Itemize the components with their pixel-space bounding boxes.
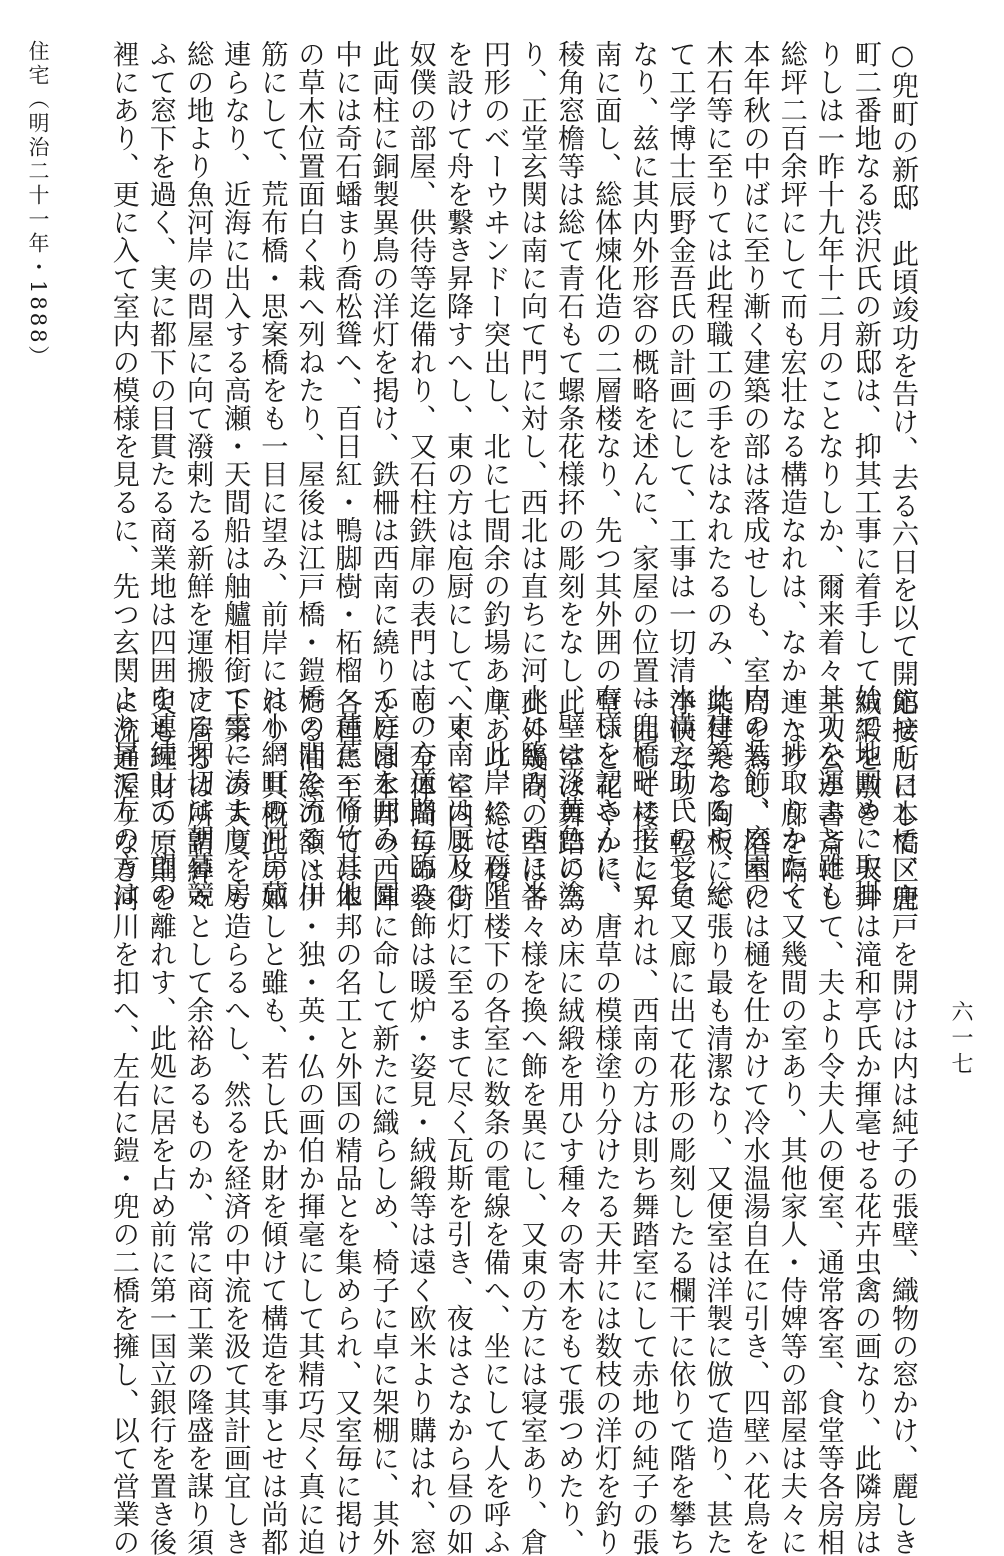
text-column: 局を為し、浴室には樋を仕かけて冷水温湯自在に引き、四壁ハ花鳥を [738, 688, 770, 1556]
text-column: 円形のベーウヰンドー突出し、北に七間余の釣場あり、此岸には石階 [478, 40, 510, 908]
text-column: 此両柱に銅製異鳥の洋灯を掲け、鉄柵は西南に繞りて庭園を囲み、園 [367, 40, 399, 908]
text-column: 絨緞を敷き、天井は滝和亭氏か揮毫せる花卉虫禽の画なり、此隣房は [849, 688, 881, 1556]
text-column: 此外幾間の室は各々様を換へ飾を異にし、又東の方には寝室あり、倉 [516, 688, 547, 1556]
text-column: 一曲して楼上に昇れは、西南の方は則ち舞踏室にして赤地の純子の張 [627, 688, 659, 1556]
text-column: の草木位置面白く栽へ列ねたり、屋後は江戸橋・鎧橋の間を流るヽ川 [293, 40, 325, 908]
running-head: 住宅（明治二十一年・1888） [26, 40, 50, 370]
text-column: に居るは所謂綽々として余裕あるものか、常に商工業の隆盛を謀り須 [182, 688, 214, 1556]
text-column: 南に面し、総体煉化造の二層楼なり、先つ其外囲の有様を記さんに、 [590, 40, 622, 908]
text-column: 稜角窓檐等は総て青石もて螺条花様抔の彫刻をなし、壁は淡黄色に塗 [553, 40, 585, 908]
text-column: りしは一昨十九年十二月のことなりしか、爾来着々其功を運ふと雖も [812, 40, 844, 908]
text-column: 連らなり、近海に出入する高瀬・天間船は舳艫相銜て雯に湊まり、房 [219, 40, 251, 908]
text-column: かけは本邦の西陣に命して新たに織らしめ、椅子に卓に架棚に、其外 [367, 688, 399, 1556]
text-column: 各種に至りては本邦の名工と外国の精品とを集められ、又室毎に掲け [330, 688, 362, 1556]
text-column: に流通渥りなき河川を扣へ、左右に鎧・兜の二橋を擁し、以て営業の [107, 688, 139, 1556]
text-column: 浄快なり、転して又廊に出て花形の彫刻したる欄干に依りて階を攀ち [664, 688, 696, 1556]
text-column: 町二番地なる渋沢氏の新邸は、抑其工事に着手して始て地固めに取掛 [849, 40, 881, 908]
text-column: 総坪二百余坪にして而も宏壮なる構造なれは、なかヽヽ捗取りかたく [775, 40, 807, 908]
text-column: を設けて舟を繋き昇降すへし、東の方は庖厨にして、東南には厩及ひ [441, 40, 473, 908]
text-column: 中には奇石蟠まり喬松聳へ、百日紅・鴨脚樹・柘榴・芭蕉・脩竹其他 [330, 40, 362, 908]
text-column: ○兜町の新邸 此頃竣功を告け、去る六日を以て開館せし日本橋区兜 [887, 40, 918, 912]
text-column: へく、室内より街灯に至るまて尽く瓦斯を引き、夜はさなから昼の如 [441, 688, 473, 1556]
text-column: し、全体間毎の装飾は暖炉・姿見・絨緞等は遠く欧米より購はれ、窓 [404, 688, 436, 1556]
text-column: なり、兹に其内外形容の概略を述んに、家屋の位置は兜橋畔に接して [627, 40, 659, 908]
text-column: 染付たる陶板にて張り最も清潔なり、又便室は洋製に倣て造り、甚た [701, 688, 733, 1556]
text-column: 総の地より魚河岸の問屋に向て潑剌たる新鮮を運搬する押切は朝暮競 [182, 40, 214, 908]
text-column: 臾も理財の原則を離れす、此処に居を占め前に第一国立銀行を置き後 [145, 688, 176, 1556]
text-column: たる油絵の額は伊・独・英・仏の画伯か揮毫にして其精巧尽く真に迫 [293, 688, 325, 1556]
text-column: 連なり、廊を隔て又幾間の室あり、其他家人・侍婢等の部屋は夫々に [775, 688, 807, 1556]
text-column: 壁いと花やかに、唐草の模様塗り分けたる天井には数枝の洋灯を釣り [590, 688, 622, 1556]
text-column: 下第一の大厦をも造らるへし、然るを経済の中流を汲て其計画宜しき [219, 688, 251, 1556]
text-column: 庫あり、総て楼上楼下の各室に数条の電線を備へ、坐にして人を呼ふ [478, 688, 510, 1556]
text-column: れり、其概此の如しと雖も、若し氏か財を傾けて構造を事とせは尚都 [256, 688, 288, 1556]
text-column: ふて窓下を過く、実に都下の目貫たる商業地は四囲を連続して一望の [145, 40, 176, 908]
text-column: 奴僕の部屋、供待等迄備れり、又石柱鉄扉の表門は南の方道路に臨み [404, 40, 436, 908]
text-column: り、正堂玄関は南に向て門に対し、西北は直ちに河水に臨み、西に半 [516, 40, 547, 908]
page-number: 六一七 [948, 1000, 973, 1078]
text-column: て工学博士辰野金吾氏の計画にして、工事は一切清水満之助氏の受負 [664, 40, 696, 908]
text-column: 主人公か書斎にして、夫より令夫人の便室、通常客室、食堂等各房相 [812, 688, 844, 1556]
text-column: 本年秋の中ばに至り漸く建築の部は落成せしも、室内の装飾、庭園の [738, 40, 770, 908]
text-column: 応接所にして、唐戸を開けは内は純子の張壁、織物の窓かけ、麗しき [887, 688, 918, 1556]
text-column: 裡にあり、更に入て室内の模様を見るに、先つ玄関より昇て左の方は [107, 40, 139, 908]
text-column: 筋にして、荒布橋・思案橋をも一目に望み、前岸には小網町の河岸蔵 [256, 40, 288, 908]
text-column: 此一室は舞踏の為め床に絨緞を用ひす種々の寄木をもて張つめたり、 [553, 688, 585, 1556]
text-column: 木石等に至りては此程職工の手をはなれたるのみ、此建築たるや、総 [701, 40, 733, 908]
